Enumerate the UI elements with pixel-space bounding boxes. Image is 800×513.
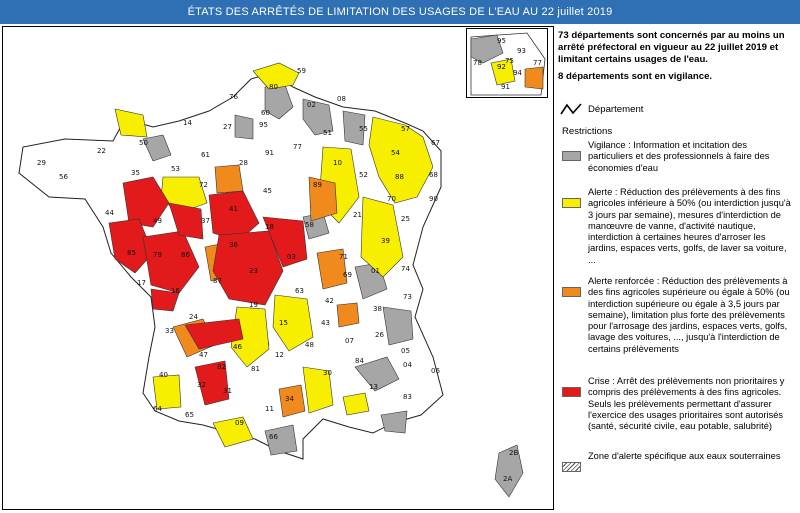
legend-item-alerte — [562, 187, 794, 266]
dept-label: 08 — [337, 95, 346, 103]
summary-text — [558, 30, 794, 83]
dept-label: 57 — [401, 125, 410, 133]
departement-line-icon — [560, 103, 582, 115]
summary-departements-concernes: 73 départements sont concernés par au moins un arrêté préfectoral en vigueur au 22 juillet 2019 et limitant certains usages de l'eau. — [558, 30, 785, 65]
legend-item-alerte-renforcee — [562, 276, 794, 355]
summary-departements-vigilance: 8 départements sont en vigilance. — [558, 71, 713, 82]
dept-label: 53 — [171, 165, 180, 173]
inset-label: 75 — [505, 57, 514, 65]
dept-label: 77 — [293, 143, 302, 151]
legend-text-vigilance: Vigilance : Information et incitation des particuliers et des professionnels à faire des économies d'eau — [588, 140, 770, 173]
dept-label: 87 — [213, 277, 222, 285]
dept-label: 23 — [249, 267, 258, 275]
dept-label: 35 — [131, 169, 140, 177]
dept-label: 52 — [359, 171, 368, 179]
dept-label: 01 — [371, 267, 380, 275]
dept-label: 71 — [339, 253, 348, 261]
dept-label: 63 — [295, 287, 304, 295]
legend-text-alerte-renforcee: Alerte renforcée : Réduction des prélèvements à des fins agricoles supérieure ou égale à 50% (ou interdiction supérieure ou égale à 3,5 jours par semaine), limitation plus forte des prélèvements pour l'arrosage des jardins, espaces verts, golfs, lavage des voitures, ..., jusqu'à l'interdiction de certains prélèvements — [588, 276, 790, 354]
dept-label: 50 — [139, 139, 148, 147]
dept-label: 72 — [199, 181, 208, 189]
swatch-crise — [562, 387, 581, 397]
dept-label: 58 — [305, 221, 314, 229]
dept-label: 74 — [401, 265, 410, 273]
inset-label: 95 — [497, 37, 506, 45]
legend-text-crise: Crise : Arrêt des prélèvements non prioritaires y compris des prélèvements à des fins agricoles. Seuls les prélèvements permettant d'assurer l'exercice des usages prioritaires sont autorisés (santé, sécurité civile, eau potable, salubrité) — [588, 376, 785, 432]
dept-label: 54 — [391, 149, 400, 157]
dept-label: 68 — [429, 171, 438, 179]
dept-label: 37 — [201, 217, 210, 225]
legend-item-zone-souterraine — [562, 451, 794, 472]
dept-label: 42 — [325, 297, 334, 305]
dept-label: 47 — [199, 351, 208, 359]
dept-label: 16 — [171, 287, 180, 295]
dept-label: 17 — [137, 279, 146, 287]
dept-label: 46 — [233, 343, 242, 351]
dept-label: 25 — [401, 215, 410, 223]
dept-label: 07 — [345, 337, 354, 345]
dept-label: 85 — [127, 249, 136, 257]
dept-label: 59 — [297, 67, 306, 75]
dept-label: 76 — [229, 93, 238, 101]
dept-label: 83 — [403, 393, 412, 401]
dept-label: 02 — [307, 101, 316, 109]
dept-label: 40 — [159, 371, 168, 379]
legend-departement-label: Département — [588, 103, 644, 115]
inset-label: 77 — [533, 59, 542, 67]
dept-label: 88 — [395, 173, 404, 181]
dept-label: 41 — [229, 205, 238, 213]
dept-label: 61 — [201, 151, 210, 159]
dept-label: 64 — [153, 405, 162, 413]
dept-label: 80 — [269, 83, 278, 91]
dept-label: 86 — [181, 251, 190, 259]
dept-label: 95 — [259, 121, 268, 129]
legend-item-vigilance — [562, 140, 794, 174]
dept-label: 10 — [333, 159, 342, 167]
dept-label: 13 — [369, 383, 378, 391]
dept-label: 06 — [431, 367, 440, 375]
inset-alerte-renforcee-zone — [525, 67, 543, 89]
dept-label: 14 — [183, 119, 192, 127]
swatch-vigilance — [562, 151, 581, 161]
dept-label: 31 — [223, 387, 232, 395]
inset-label: 91 — [501, 83, 510, 91]
dept-label: 84 — [355, 357, 364, 365]
inset-label: 94 — [513, 69, 522, 77]
paris-inset-svg — [467, 29, 548, 98]
dept-label: 39 — [381, 237, 390, 245]
legend-text-zone-souterraine: Zone d'alerte spécifique aux eaux souterraines — [588, 451, 781, 461]
dept-label: 44 — [105, 209, 114, 217]
inset-label: 78 — [473, 59, 482, 67]
dept-label: 26 — [375, 331, 384, 339]
dept-label: 55 — [359, 125, 368, 133]
dept-label: 32 — [197, 381, 206, 389]
dept-label: 49 — [153, 217, 162, 225]
dept-label: 33 — [165, 327, 174, 335]
dept-label: 45 — [263, 187, 272, 195]
dept-label: 34 — [285, 395, 294, 403]
swatch-alerte-renforcee — [562, 287, 581, 297]
inset-label: 92 — [497, 63, 506, 71]
dept-label: 12 — [275, 351, 284, 359]
dept-label: 27 — [223, 123, 232, 131]
dept-label: 81 — [251, 365, 260, 373]
dept-label: 67 — [431, 139, 440, 147]
dept-label: 11 — [265, 405, 274, 413]
dept-label: 28 — [239, 159, 248, 167]
dept-label: 91 — [265, 149, 274, 157]
dept-label: 2B — [509, 449, 519, 457]
legend-text-alerte: Alerte : Réduction des prélèvements à des fins agricoles inférieure à 50% (ou interdiction jusqu'à 3 jours par semaine), mesures d'interdiction de manœuvre de vanne, d'activité nautique, interdiction à certaines heures d'arroser les jardins, espaces verts, golfs, de laver sa voiture, ... — [588, 187, 791, 265]
dept-label: 04 — [403, 361, 412, 369]
dept-label: 21 — [353, 211, 362, 219]
dept-label: 66 — [269, 433, 278, 441]
dept-label: 03 — [287, 253, 296, 261]
legend-item-crise — [562, 376, 794, 432]
dept-label: 05 — [401, 347, 410, 355]
dept-label: 60 — [261, 109, 270, 117]
dept-label: 48 — [305, 341, 314, 349]
dept-label: 89 — [313, 181, 322, 189]
paris-inset — [466, 28, 548, 98]
legend-restrictions-heading: Restrictions — [562, 126, 613, 137]
map-title: ÉTATS DES ARRÊTÉS DE LIMITATION DES USAGES DE L'EAU AU 22 juillet 2019 — [0, 0, 800, 24]
dept-label: 15 — [279, 319, 288, 327]
dept-label: 2A — [503, 475, 513, 483]
dept-label: 69 — [343, 271, 352, 279]
dept-label: 19 — [249, 301, 258, 309]
dept-label: 43 — [321, 319, 330, 327]
dept-label: 36 — [229, 241, 238, 249]
dept-label: 73 — [403, 293, 412, 301]
dept-label: 51 — [323, 129, 332, 137]
dept-label: 65 — [185, 411, 194, 419]
legend-departement — [560, 103, 643, 115]
dept-label: 29 — [37, 159, 46, 167]
dept-label: 30 — [323, 369, 332, 377]
dept-label: 82 — [217, 363, 226, 371]
france-map-svg — [3, 27, 554, 510]
dept-label: 90 — [429, 195, 438, 203]
dept-label: 70 — [387, 195, 396, 203]
dept-label: 38 — [373, 305, 382, 313]
inset-label: 93 — [517, 47, 526, 55]
dept-label: 22 — [97, 147, 106, 155]
dept-label: 24 — [189, 313, 198, 321]
dept-label: 79 — [153, 251, 162, 259]
swatch-alerte — [562, 198, 581, 208]
dept-label: 18 — [265, 223, 274, 231]
france-map — [2, 26, 554, 510]
dept-label: 09 — [235, 419, 244, 427]
dept-label: 56 — [59, 173, 68, 181]
swatch-zone-souterraine — [562, 462, 581, 472]
